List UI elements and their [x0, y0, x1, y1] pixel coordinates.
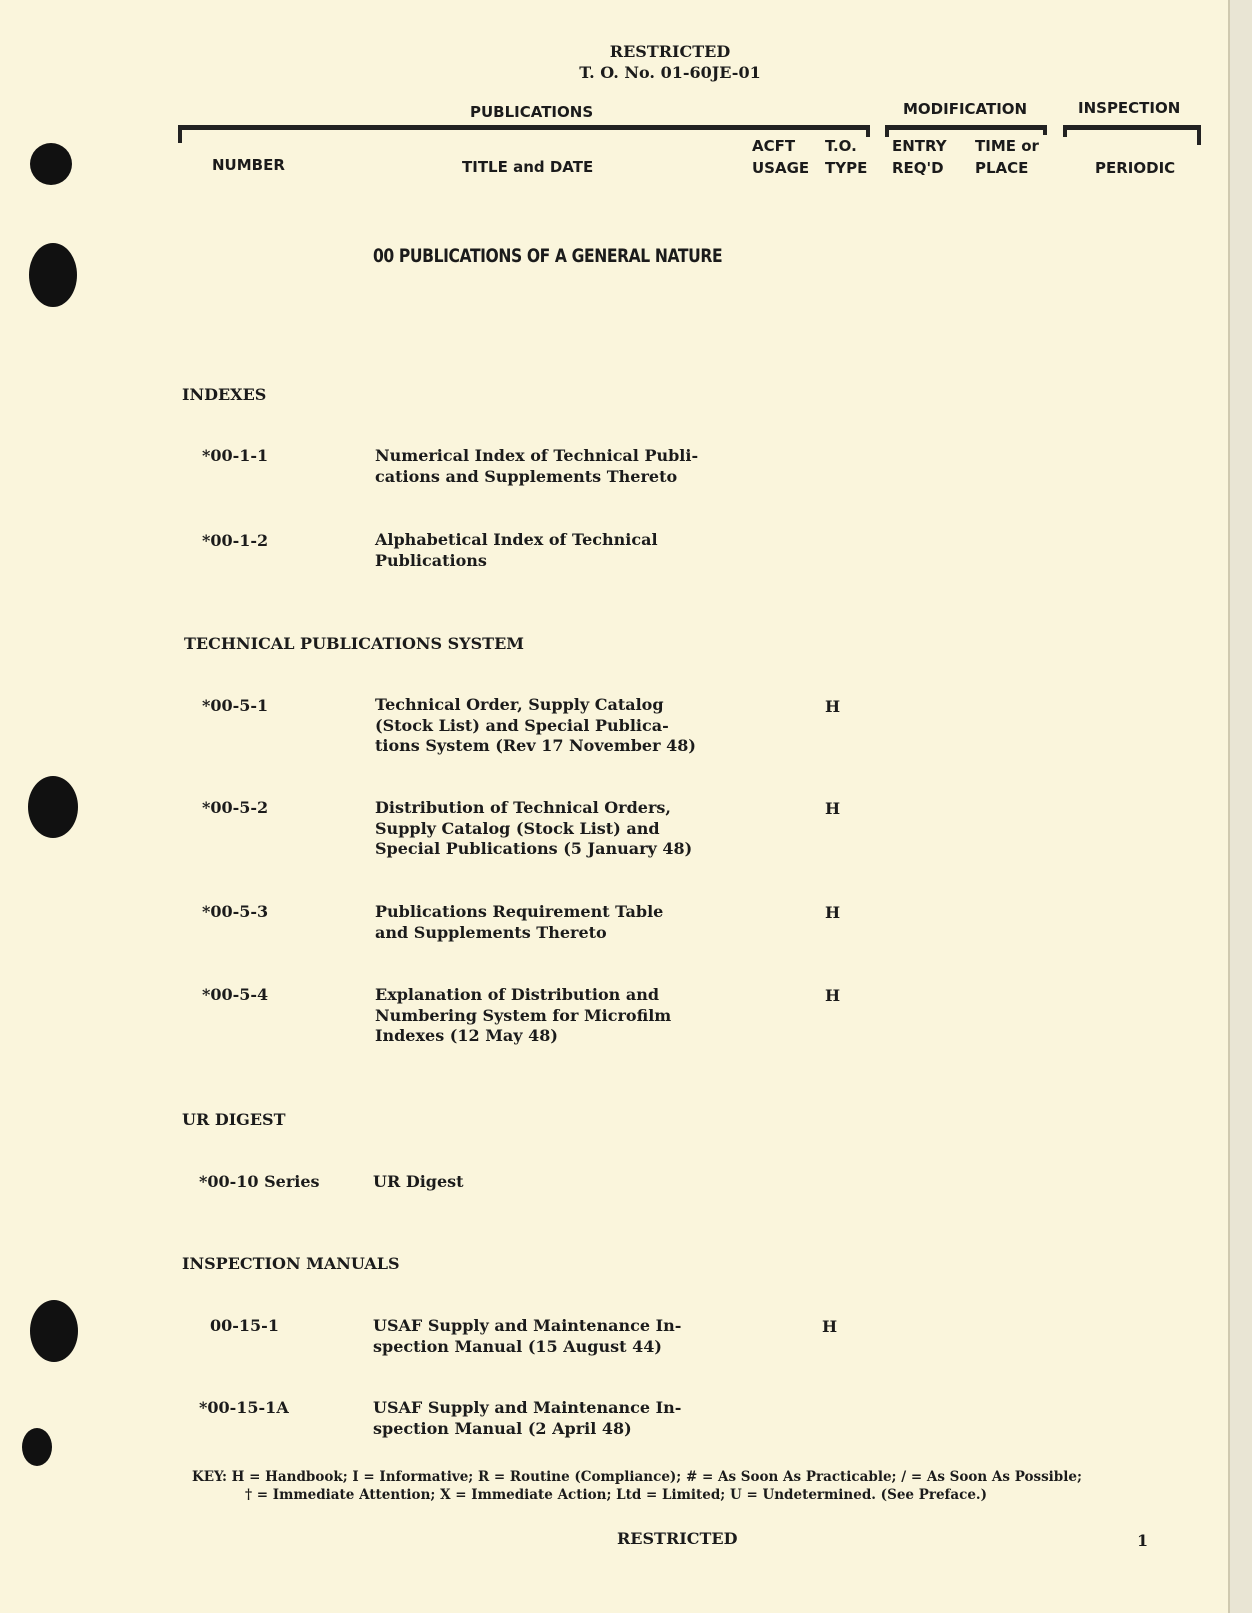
classification-header: RESTRICTED [609, 42, 731, 61]
publication-title: Publications Requirement Table and Supplements Thereto [375, 902, 664, 942]
place-column-header: PLACE [975, 159, 1029, 177]
binder-hole [30, 1300, 78, 1362]
modification-rule-right-tick [1043, 125, 1047, 135]
modification-rule-left-tick [885, 125, 889, 137]
inspection-header: INSPECTION [1078, 99, 1181, 117]
reqd-column-header: REQ'D [892, 159, 944, 177]
periodic-column-header: PERIODIC [1095, 159, 1176, 177]
publications-rule-left-tick [178, 125, 182, 143]
category-heading: INDEXES [182, 385, 267, 404]
publications-rule [178, 125, 870, 130]
page-edge [1229, 0, 1252, 1613]
usage-column-header: USAGE [752, 159, 810, 177]
publication-number: *00-5-2 [202, 798, 269, 817]
publications-rule-right-tick [866, 125, 870, 137]
publication-number: 00-15-1 [210, 1316, 279, 1335]
page-number: 1 [1137, 1531, 1149, 1550]
category-heading: UR DIGEST [182, 1110, 286, 1129]
entry-column-header: ENTRY [892, 137, 947, 155]
publication-title: Numerical Index of Technical Publi- cations and Supplements Thereto [375, 446, 699, 486]
inspection-rule-left-tick [1063, 125, 1067, 137]
time-or-column-header: TIME or [975, 137, 1039, 155]
key-legend-line2: † = Immediate Attention; X = Immediate Action; Ltd = Limited; U = Undetermined. (See Preface.) [245, 1487, 987, 1503]
publication-title: Alphabetical Index of Technical Publications [375, 530, 658, 570]
publication-number: *00-15-1A [199, 1398, 289, 1417]
publication-number: *00-1-2 [202, 531, 269, 550]
binder-hole [28, 776, 78, 838]
key-legend-line1: KEY: H = Handbook; I = Informative; R = Routine (Compliance); # = As Soon As Practicable; / = As Soon As Possible; [192, 1469, 1082, 1485]
publication-title: Distribution of Technical Orders, Supply Catalog (Stock List) and Special Publications (5 January 48) [375, 798, 693, 858]
publication-number: *00-5-4 [202, 985, 269, 1004]
acft-column-header: ACFT [752, 137, 796, 155]
to-type-value: H [825, 903, 841, 922]
classification-footer: RESTRICTED [617, 1529, 738, 1548]
category-heading: INSPECTION MANUALS [182, 1254, 400, 1273]
category-heading: TECHNICAL PUBLICATIONS SYSTEM [184, 634, 524, 653]
inspection-rule [1063, 125, 1201, 130]
type-column-header: TYPE [825, 159, 868, 177]
to-number: T. O. No. 01-60JE-01 [579, 63, 761, 82]
publication-number: *00-10 Series [199, 1172, 320, 1191]
publication-number: *00-1-1 [202, 446, 269, 465]
to-type-value: H [822, 1317, 838, 1336]
page-edge-line [1228, 0, 1230, 1613]
title-date-column-header: TITLE and DATE [462, 158, 594, 176]
to-type-value: H [825, 697, 841, 716]
binder-hole [30, 143, 72, 185]
binder-hole [22, 1428, 52, 1466]
binder-hole [29, 243, 77, 307]
section-title: 00 PUBLICATIONS OF A GENERAL NATURE [373, 245, 723, 267]
publication-title: USAF Supply and Maintenance In- spection Manual (2 April 48) [373, 1398, 682, 1438]
modification-rule [885, 125, 1047, 130]
modification-header: MODIFICATION [903, 100, 1028, 118]
publication-number: *00-5-1 [202, 696, 269, 715]
publications-header: PUBLICATIONS [470, 103, 594, 121]
number-column-header: NUMBER [212, 156, 285, 174]
to-column-header: T.O. [825, 137, 857, 155]
to-type-value: H [825, 799, 841, 818]
publication-title: Technical Order, Supply Catalog (Stock List) and Special Publica- tions System (Rev 17 November 48) [375, 695, 696, 755]
publication-number: *00-5-3 [202, 902, 269, 921]
publication-title: UR Digest [373, 1172, 464, 1191]
publication-title: Explanation of Distribution and Numbering System for Microfilm Indexes (12 May 48) [375, 985, 672, 1045]
to-type-value: H [825, 986, 841, 1005]
inspection-rule-right-tick [1197, 125, 1201, 145]
publication-title: USAF Supply and Maintenance In- spection Manual (15 August 44) [373, 1316, 682, 1356]
